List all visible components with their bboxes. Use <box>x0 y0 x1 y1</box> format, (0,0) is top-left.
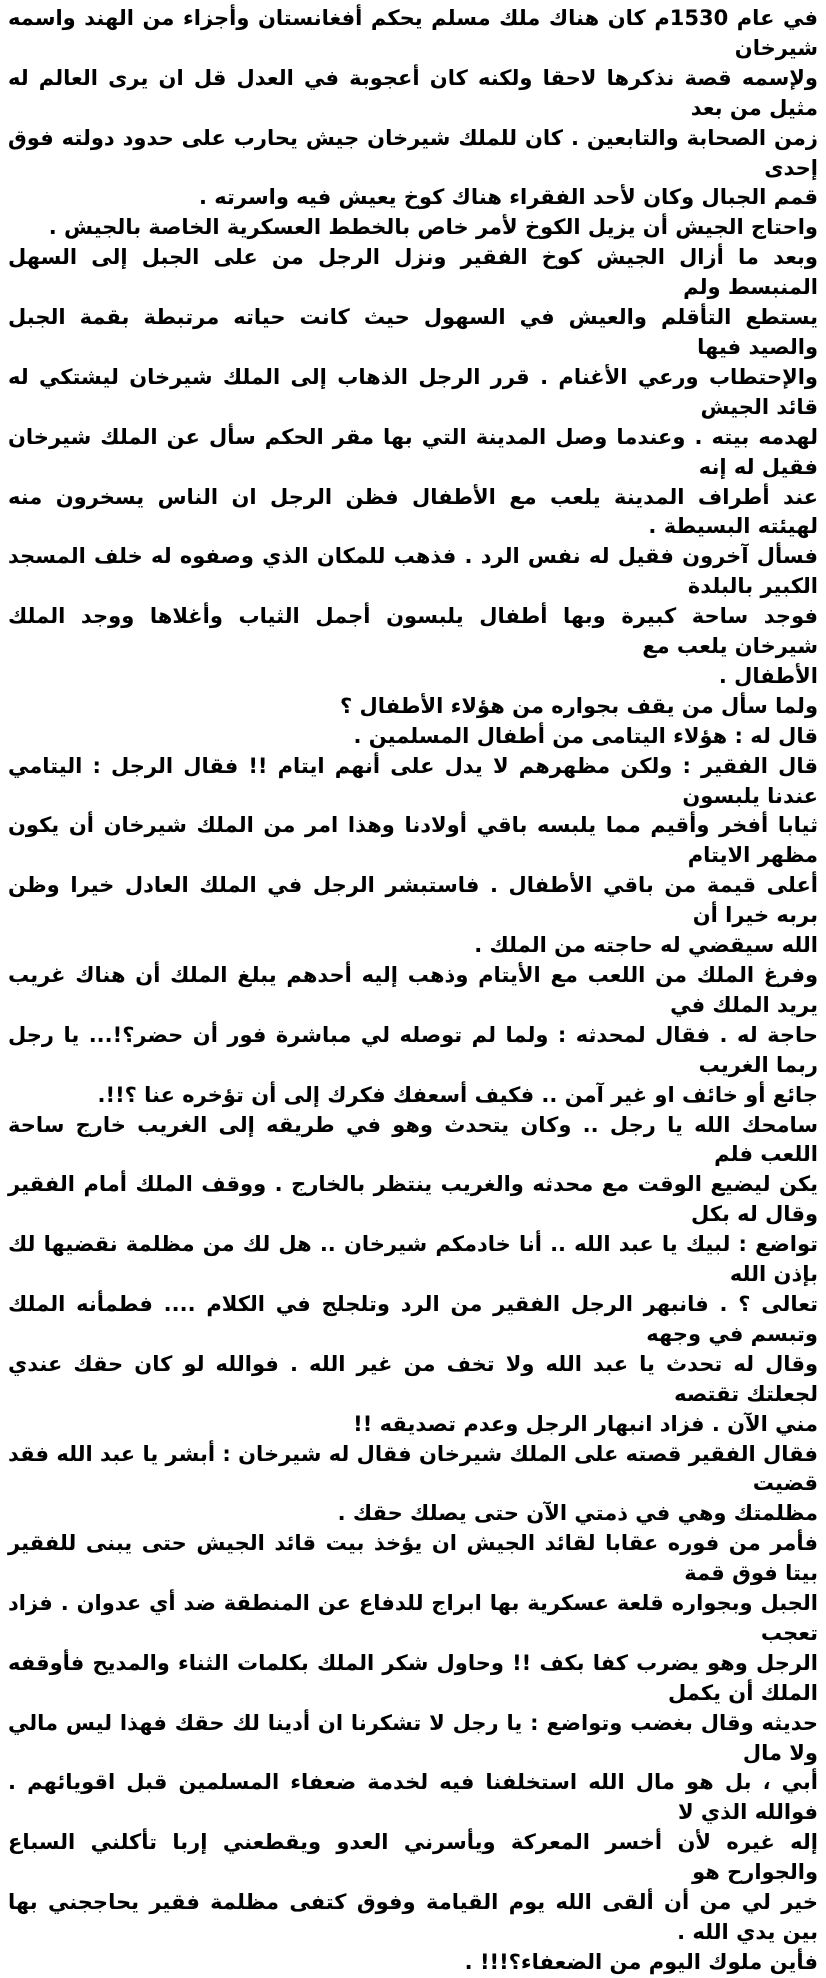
paragraph-grievance-resolved: فقال الفقير قصته على الملك شيرخان فقال له شيرخان : أبشر يا عبد الله فقد قضيت مظلمتك وهي في ذمتي الآن حتى يصلك حقك . <box>8 1441 818 1526</box>
paragraph-army-hut: واحتاج الجيش أن يزيل الكوخ لأمر خاص بالخطط العسكرية الخاصة بالجيش . وبعد ما أزال الجيش كوخ الفقير ونزل الرجل من على الجبل إلى السهل المنبسط ولم يستطع التأقلم والعيش في السهول حيث كانت حياته مرتبطة بقمة الجبل والصيد فيها والإحتطاب ورعي الأغنام . قرر الرجل الذهاب إلى الملك شيرخان ليشتكي له قائد الجيش لهدمه بيته . وعندما وصل المدينة التي بها مقر الحكم سأل عن الملك شيرخان فقيل له إنه عند أطراف المدينة يلعب مع الأطفال فظن الرجل ان الناس يسخرون منه لهيئته البسيطة . فسأل آخرون فقيل له نفس الرد . فذهب للمكان الذي وصفوه له خلف المسجد الكبير بالبلدة فوجد ساحة كبيرة وبها أطفال يلبسون أجمل الثياب وأغلاها ووجد الملك شيرخان يلعب مع الأطفال . <box>8 215 818 688</box>
paragraph-punishment-and-conclusion: فأمر من فوره عقابا لقائد الجيش ان يؤخذ بيت قائد الجيش حتى يبنى للفقير بيتا فوق قمة الجبل وبجواره قلعة عسكرية بها ابراج للدفاع عن المنطقة ضد أي عدوان . فزاد تعجب الرجل وهو يضرب كفا بكف !! وحاول شكر الملك بكلمات الثناء والمديح فأوقفه الملك أن يكمل حديثه وقال بغضب وتواضع : يا رجل لا تشكرنا ان أدينا لك حقك فهذا ليس مالي ولا مال أبي ، بل هو مال الله استخلفنا فيه لخدمة ضعفاء المسلمين قبل اقويائهم . فوالله الذي لا إله غيره لأن أخسر المعركة ويأسرني العدو ويقطعني إربا تأكلني السباع والجوارح هو خير لي من أن ألقى الله يوم القيامة وفوق كتفى مظلمة فقير يحاججني بها بين يدي الله . فأين ملوك اليوم من الضعفاء؟!!! . <box>8 1531 818 1974</box>
paragraph-king-meets-poor-man: سامحك الله يا رجل .. وكان يتحدث وهو في طريقه إلى الغريب خارج ساحة اللعب فلم يكن ليضيع الوقت مع محدثه والغريب ينتظر بالخارج . ووقف الملك أمام الفقير وقال له بكل تواضع : لبيك يا عبد الله .. أنا خادمكم شيرخان .. هل لك من مظلمة نقضيها لك بإذن الله تعالى ؟ . فانبهر الرجل الفقير من الرد وتلجلج في الكلام .... فطمأنه الملك وتبسم في وجهه وقال له تحدث يا عبد الله ولا تخف من غير الله . فوالله لو كان حقك عندي لجعلتك تقتصه مني الآن . فزاد انبهار الرجل وعدم تصديقه !! <box>8 1112 818 1436</box>
paragraph-intro: في عام 1530م كان هناك ملك مسلم يحكم أفغانستان وأجزاء من الهند واسمه شيرخان ولإسمه قصة نذكرها لاحقا ولكنه كان أعجوبة في العدل قل ان يرى العالم له مثيل من بعد زمن الصحابة والتابعين . كان للملك شيرخان جيش يحارب على حدود دولته فوق إحدى قمم الجبال وكان لأحد الفقراء هناك كوخ يعيش فيه واسرته . <box>8 6 818 210</box>
paragraph-orphans-clothing: قال الفقير : ولكن مظهرهم لا يدل على أنهم ايتام !! فقال الرجل : اليتامي عندنا يلبسون ثيابا أفخر وأقيم مما يلبسه باقي أولادنا وهذا امر من الملك شيرخان أن يكون مظهر الايتام أعلى قيمة من باقي الأطفال . فاستبشر الرجل في الملك العادل خيرا وظن بربه خيرا أن الله سيقضي له حاجته من الملك . <box>8 753 818 958</box>
paragraph-king-finishes-play: وفرغ الملك من اللعب مع الأيتام وذهب إليه أحدهم يبلغ الملك أن هناك غريب يريد الملك في حاجة له . فقال لمحدثه : ولما لم توصله لي مباشرة فور أن حضر؟!... يا رجل ربما الغريب جائع أو خائف او غير آمن .. فكيف أسعفك فكرك إلى أن تؤخره عنا ؟!!. <box>8 963 818 1107</box>
paragraph-orphans-question: ولما سأل من يقف بجواره من هؤلاء الأطفال ؟ قال له : هؤلاء اليتامى من أطفال المسلمين . <box>340 693 818 748</box>
